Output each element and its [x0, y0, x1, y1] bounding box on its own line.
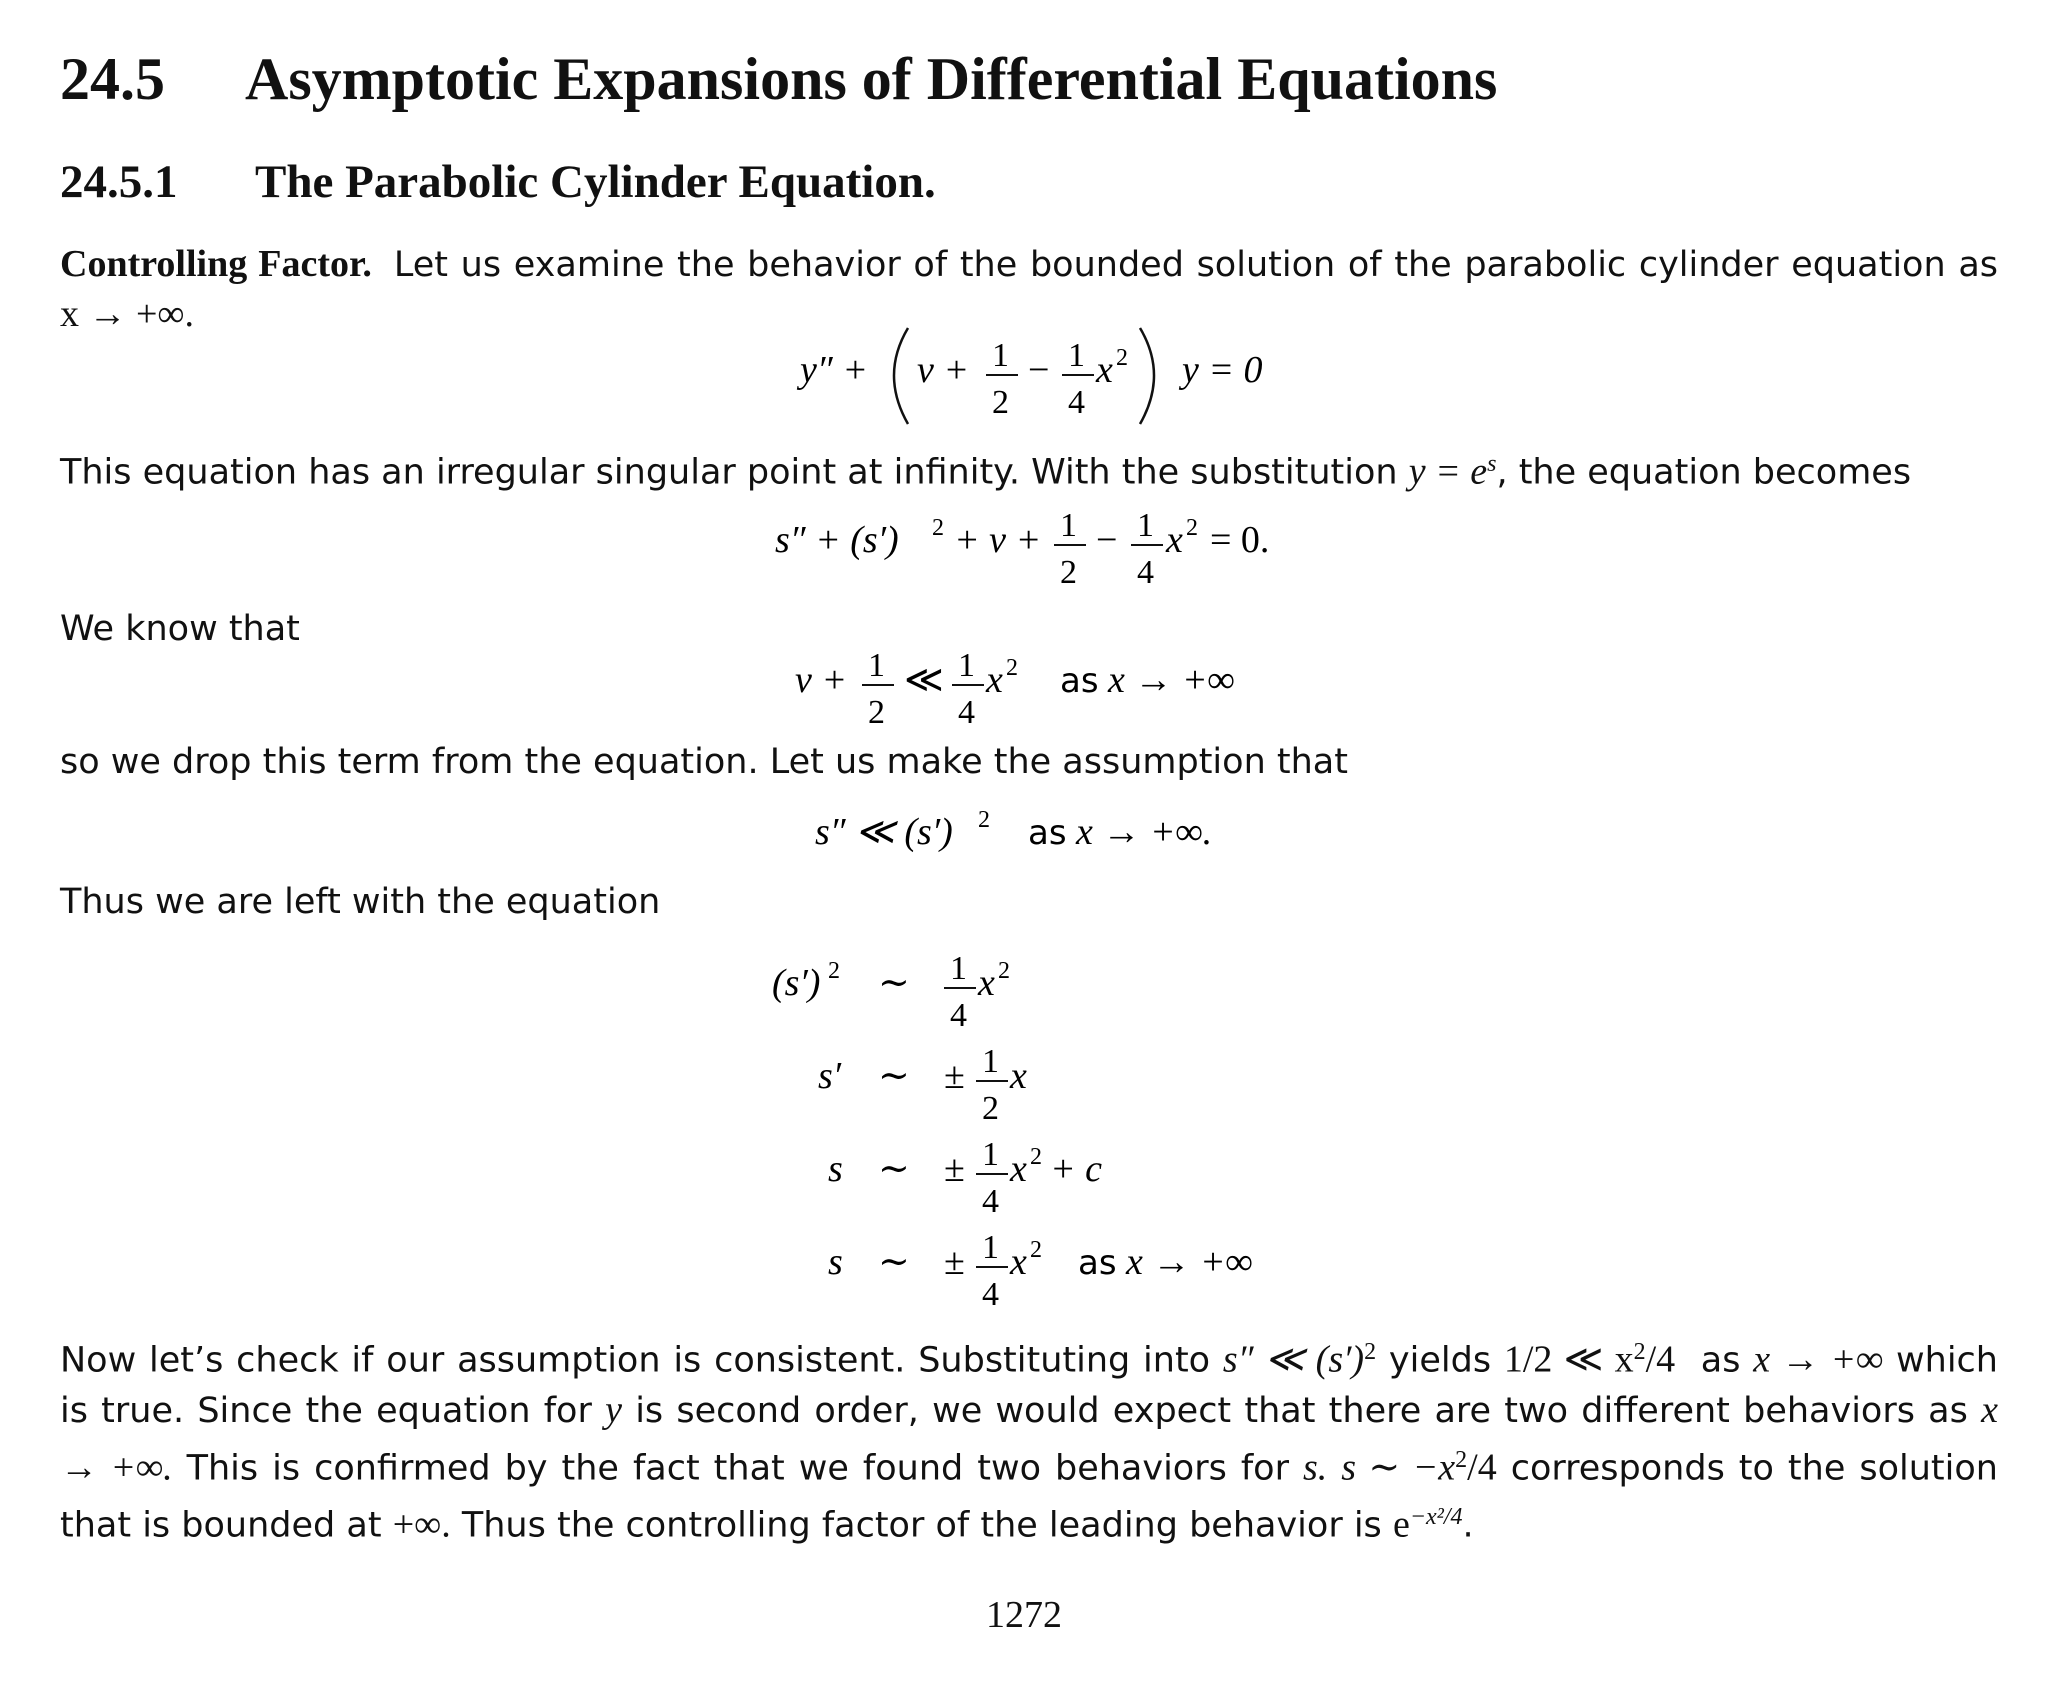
frac-num: 1 — [868, 647, 885, 684]
paragraph-text: Thus the controlling factor of the leading behavior is — [461, 1505, 1382, 1546]
inline-math: 1/2 ≪ x — [1503, 1338, 1634, 1381]
var-x: x — [1010, 1055, 1027, 1097]
left-paren — [894, 328, 908, 424]
exponent: 2 — [932, 515, 944, 541]
as-label: as — [1028, 813, 1067, 853]
paragraph-text: which is true. Since the equation for — [60, 1340, 1998, 1431]
eq1-left: y″ + — [800, 349, 868, 391]
eq3-left: ν + — [795, 659, 848, 701]
inline-math: y — [605, 1388, 622, 1431]
align-lhs: s — [828, 1241, 843, 1283]
as-label: as — [1060, 661, 1099, 701]
inline-math: x → +∞ — [1753, 1338, 1884, 1381]
minus-sign: − — [1096, 519, 1118, 561]
paragraph-left-with — [60, 878, 1998, 927]
frac-den: 2 — [1060, 554, 1077, 591]
inline-math: s″ ≪ (s′) — [1222, 1338, 1365, 1381]
paragraph-text: . — [1462, 1505, 1474, 1546]
paragraph-text: is second order, we would expect that there are two different behaviors as — [635, 1390, 1968, 1431]
much-less-sign: ≪ — [904, 659, 944, 701]
sim-sign: ∼ — [878, 962, 910, 1004]
paragraph-text: , the equation becomes — [1496, 452, 1912, 493]
limit-expression: x → +∞ — [1108, 659, 1235, 701]
paragraph-consistency: Now let’s check if our assumption is consistent. Substituting into s″ ≪ $(s')^2$ yields 1/2 ≪ $x^2/4$ as x → +∞ which is true. Since the equation for y is second order, we would expect that there are two different behaviors as x → +∞. This is confirmed by the fact that we found two behaviors for s. s ∼ $-x^2/4$ corresponds to the solution that is bounded at +∞. Thus the controlling factor of the leading behavior is $e^{-x^2/4}$. — [60, 1338, 1998, 1546]
inline-math: /4 — [1467, 1446, 1497, 1489]
frac-den: 4 — [982, 1183, 999, 1220]
sim-sign: ∼ — [878, 1055, 910, 1097]
frac-den: 4 — [958, 694, 975, 731]
paragraph-text: We know that — [60, 609, 300, 649]
inline-math: s. — [1302, 1446, 1328, 1489]
eq1-nu: ν + — [917, 349, 970, 391]
section-title: Asymptotic Expansions of Differential Equations — [245, 46, 1498, 112]
paragraph-substitution — [60, 440, 1998, 498]
inline-math: x → +∞. — [60, 1388, 1998, 1489]
paragraph-text: Let us examine the behavior of the bounded solution of the parabolic cylinder equation as — [393, 245, 1998, 285]
section-heading — [60, 45, 1497, 114]
subsection-title: The Parabolic Cylinder Equation. — [255, 156, 936, 208]
paragraph-text: as — [1700, 1340, 1741, 1381]
frac-num: 1 — [982, 1229, 999, 1266]
inline-math: /4 — [1645, 1338, 1676, 1381]
minus-sign: − — [1028, 349, 1050, 391]
aligned-equations — [760, 935, 1320, 1315]
var-x: x — [978, 962, 995, 1004]
limit-expression: x → +∞. — [1076, 811, 1213, 853]
right-paren — [1140, 328, 1154, 424]
inline-math: y = e — [1408, 450, 1488, 493]
frac-den: 4 — [982, 1276, 999, 1313]
paragraph-text: This equation has an irregular singular point at infinity. With the substitution — [60, 452, 1398, 493]
frac-den: 4 — [1137, 554, 1154, 591]
eq2-mid: + ν + — [954, 519, 1042, 561]
as-label: as — [1078, 1243, 1117, 1283]
exponent: 2 — [1030, 1144, 1042, 1170]
paragraph-lead: Controlling Factor. — [60, 243, 372, 285]
exponent: 2 — [1186, 515, 1198, 541]
exponent: 2 — [828, 958, 840, 984]
eq2-left: s″ + (s′) — [775, 519, 899, 561]
paragraph-text: Now let’s check if our assumption is consistent. Substituting into — [60, 1340, 1211, 1381]
paragraph-text: corresponds to the solution that is bounded at — [60, 1448, 1998, 1546]
frac-num: 1 — [982, 1136, 999, 1173]
frac-den: 2 — [992, 384, 1009, 421]
align-lhs: (s′) — [772, 962, 821, 1004]
exponent: −x²/4 — [1409, 1504, 1463, 1531]
subsection-heading — [60, 155, 936, 209]
sim-sign: ∼ — [878, 1148, 910, 1190]
eq1-right: y = 0 — [1182, 349, 1263, 391]
exponent: 2 — [1116, 345, 1128, 371]
eq2-right: = 0. — [1210, 519, 1270, 561]
frac-num: 1 — [1137, 507, 1154, 544]
limit-expression: x → +∞ — [1126, 1241, 1253, 1283]
plus-minus-sign: ± — [944, 1055, 965, 1097]
frac-num: 1 — [992, 337, 1009, 374]
equation-dominance — [790, 630, 1290, 740]
frac-num: 1 — [958, 647, 975, 684]
inline-math: x → +∞. — [60, 293, 195, 335]
var-x: x — [986, 659, 1003, 701]
exponent: 2 — [1006, 655, 1018, 681]
page-number: 1272 — [986, 1594, 1062, 1636]
plus-constant: + c — [1050, 1148, 1103, 1190]
plus-minus-sign: ± — [944, 1148, 965, 1190]
paragraph-text: This is confirmed by the fact that we found two behaviors for — [186, 1448, 1289, 1489]
equation-parabolic-cylinder — [770, 320, 1290, 430]
paragraph-assumption — [60, 738, 1998, 787]
frac-den: 2 — [982, 1090, 999, 1127]
equation-riccati — [770, 500, 1310, 600]
frac-num: 1 — [1060, 507, 1077, 544]
paragraph-text: Thus we are left with the equation — [60, 882, 661, 922]
frac-num: 1 — [950, 950, 967, 987]
frac-num: 1 — [982, 1043, 999, 1080]
frac-den: 4 — [1068, 384, 1085, 421]
frac-den: 4 — [950, 997, 967, 1034]
exponent: 2 — [1030, 1237, 1042, 1263]
align-lhs: s — [828, 1148, 843, 1190]
inline-math: +∞. — [392, 1503, 451, 1546]
paragraph-text: yields — [1388, 1340, 1492, 1381]
var-x: x — [1166, 519, 1183, 561]
plus-minus-sign: ± — [944, 1241, 965, 1283]
eq4-left: s″ ≪ (s′) — [815, 811, 953, 853]
inline-math: s ∼ −x — [1341, 1446, 1456, 1489]
sim-sign: ∼ — [878, 1241, 910, 1283]
exponent: s — [1487, 451, 1497, 477]
frac-den: 2 — [868, 694, 885, 731]
var-x: x — [1010, 1241, 1027, 1283]
equation-assumption — [810, 800, 1270, 860]
inline-math: e — [1392, 1503, 1410, 1546]
subsection-number: 24.5.1 — [60, 156, 178, 208]
var-x: x — [1010, 1148, 1027, 1190]
align-lhs: s′ — [818, 1055, 842, 1097]
section-number: 24.5 — [60, 46, 165, 112]
exponent: 2 — [998, 958, 1010, 984]
paragraph-text: so we drop this term from the equation. Let us make the assumption that — [60, 742, 1348, 782]
frac-num: 1 — [1068, 337, 1085, 374]
var-x: x — [1096, 349, 1113, 391]
exponent: 2 — [978, 807, 990, 833]
